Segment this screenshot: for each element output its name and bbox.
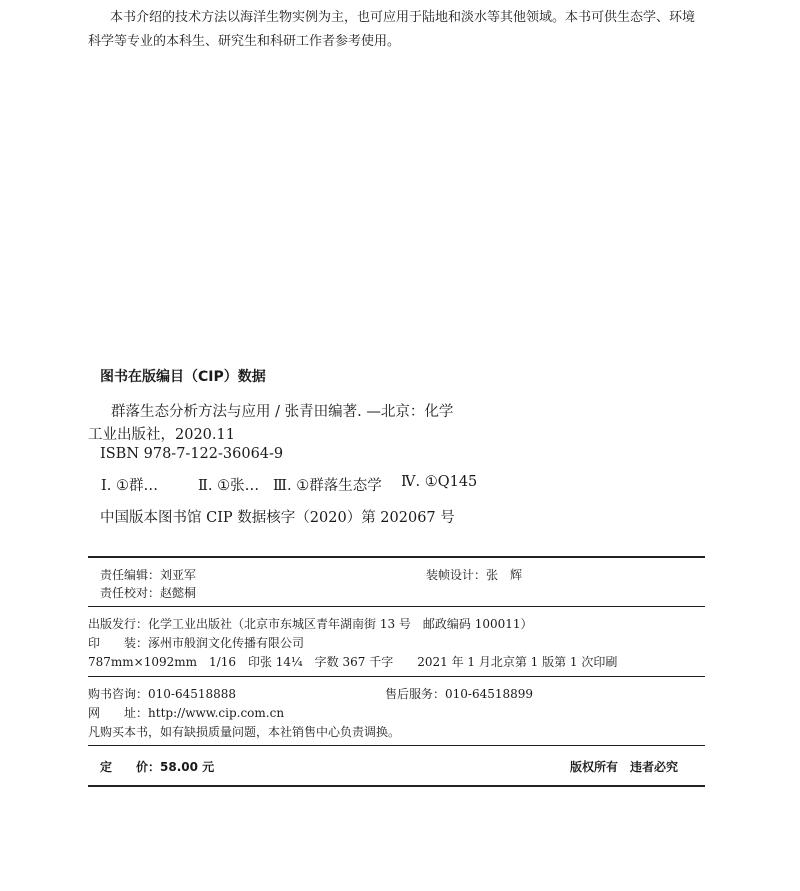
- proofreader-name: 赵懿桐: [160, 586, 197, 600]
- cip-isbn: ISBN 978-7-122-36064-9: [100, 446, 284, 462]
- website-value: http://www.cip.com.cn: [148, 706, 285, 720]
- divider-footer-top: [88, 745, 705, 746]
- divider-bottom: [88, 785, 705, 787]
- designer-label: 装帧设计：: [426, 568, 487, 582]
- cip-library-note: 中国版本图书馆 CIP 数据核字（2020）第 202067 号: [100, 510, 455, 526]
- publisher-row: [88, 615, 533, 632]
- cip-entry-line-1: 群落生态分析方法与应用 / 张青田编著. —北京：化学: [111, 404, 454, 420]
- cip-title: 图书在版编目（CIP）数据: [100, 369, 266, 385]
- phone-row: [88, 685, 236, 702]
- phone-label: 购书咨询：: [88, 687, 149, 701]
- service-value: 010-64518899: [445, 687, 534, 701]
- website-label: 网 址：: [88, 706, 149, 720]
- editor-name: 刘亚军: [160, 568, 197, 582]
- proofreader-label: 责任校对：: [100, 586, 161, 600]
- price-label: 定 价：: [100, 760, 161, 774]
- intro-line-1: 本书介绍的技术方法以海洋生物实例为主，也可应用于陆地和淡水等其他领域。本书可供生态学、环境: [110, 10, 696, 25]
- specs-row: 787mm×1092mm 1/16 印张 14¼ 字数 367 千字 2021 年 1 月北京第 1 版第 1 次印刷: [88, 655, 618, 669]
- divider-credits-top: [88, 556, 705, 558]
- service-label: 售后服务：: [385, 687, 446, 701]
- printer-value: 涿州市般润文化传播有限公司: [148, 636, 305, 650]
- cip-classification-3: Ⅲ. ①群落生态学: [273, 478, 382, 494]
- proofreader-row: [100, 584, 196, 601]
- printer-label: 印 装：: [88, 636, 149, 650]
- designer-name: 张 辉: [486, 568, 523, 582]
- editor-row: [100, 566, 196, 583]
- designer-row: [426, 566, 522, 583]
- price-row: [100, 758, 214, 775]
- price-value: 58.00 元: [160, 760, 215, 774]
- cip-entry-line-2: 工业出版社，2020.11: [88, 427, 235, 443]
- phone-value: 010-64518888: [148, 687, 237, 701]
- divider-publishing-top: [88, 606, 705, 607]
- divider-contact-top: [88, 676, 705, 677]
- publisher-label: 出版发行：: [88, 617, 149, 631]
- cip-classification-4: Ⅳ. ①Q145: [401, 474, 478, 490]
- notice-row: 凡购买本书，如有缺损质量问题，本社销售中心负责调换。: [88, 725, 401, 739]
- intro-line-2: 科学等专业的本科生、研究生和科研工作者参考使用。: [88, 34, 401, 49]
- cip-classification-1: Ⅰ. ①群…: [101, 478, 158, 494]
- service-row: [385, 685, 533, 702]
- copyright-notice: 版权所有 违者必究: [570, 760, 679, 774]
- printer-row: [88, 634, 304, 651]
- editor-label: 责任编辑：: [100, 568, 161, 582]
- website-row: [88, 704, 284, 721]
- publisher-value: 化学工业出版社（北京市东城区青年湖南街 13 号 邮政编码 100011）: [148, 617, 533, 631]
- cip-classification-2: Ⅱ. ①张…: [198, 478, 260, 494]
